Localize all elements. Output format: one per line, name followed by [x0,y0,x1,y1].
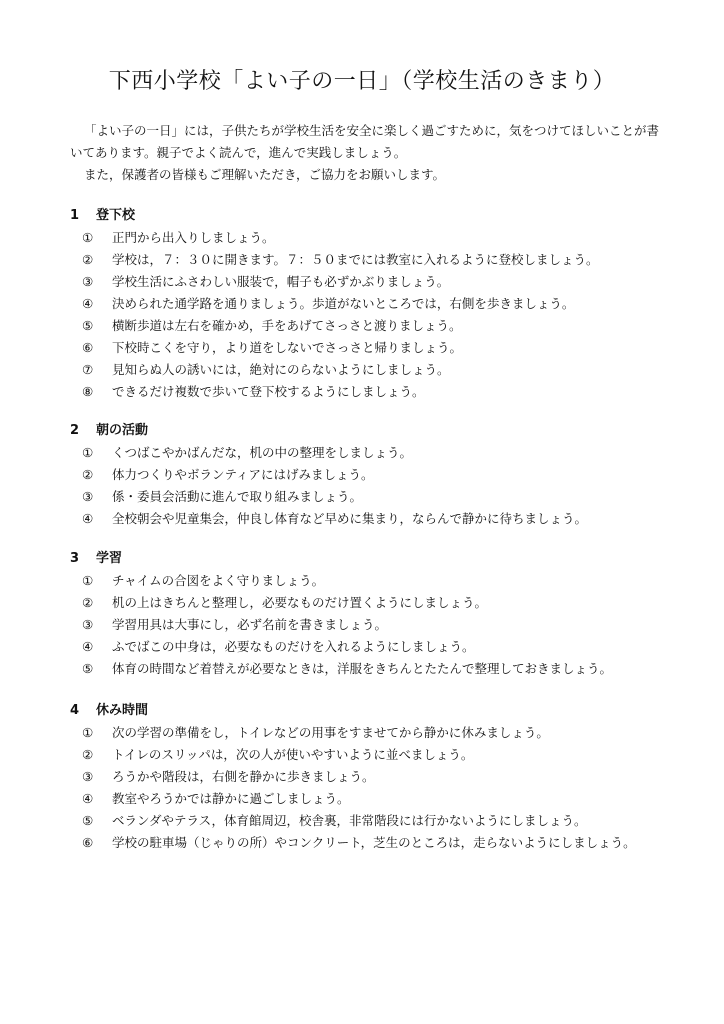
list-item [70,464,670,486]
list-item [70,508,670,530]
item-mark: ⑤ [82,661,94,676]
item-mark: ⑤ [82,813,94,828]
section-number: 4 [70,703,80,718]
intro-line-2: また，保護者の皆様もご理解いただき，ご協力をお願いします。 [84,167,446,182]
item-text: ベランダやテラス，体育館周辺，校舎裏，非常階段には行かないようにしましょう。 [112,813,587,828]
rule-list [70,442,670,530]
list-item [70,227,670,249]
list-item [70,592,670,614]
item-text: トイレのスリッパは，次の人が使いやすいように並べましょう。 [112,747,474,762]
item-mark: ③ [82,617,94,632]
list-item [70,832,670,854]
section-title [70,420,670,442]
item-mark: ② [82,467,94,482]
item-text: 教室やろうかでは静かに過ごしましょう。 [112,791,350,806]
section-heading: 学習 [96,551,123,566]
item-mark: ④ [82,791,94,806]
list-item [70,658,670,680]
section-number: 3 [70,551,80,566]
item-mark: ① [82,445,94,460]
rule-list [70,227,670,403]
item-text: 見知らぬ人の誘いには，絶対にのらないようにしましょう。 [112,362,450,377]
item-text: くつばこやかばんだな，机の中の整理をしましょう。 [112,445,413,460]
item-mark: ⑥ [82,340,94,355]
item-mark: ⑦ [82,362,94,377]
item-text: チャイムの合図をよく守りましょう。 [112,573,325,588]
item-text: 体育の時間など着替えが必要なときは，洋服をきちんとたたんで整理しておきましょう。 [112,661,613,676]
list-item [70,788,670,810]
item-text: 机の上はきちんと整理し，必要なものだけ置くようにしましょう。 [112,595,488,610]
list-item [70,381,670,403]
item-text: 決められた通学路を通りましょう。歩道がないところでは，右側を歩きましょう。 [112,296,575,311]
list-item [70,570,670,592]
item-text: 学校は，７：３０に開きます。７：５０までには教室に入れるように登校しましょう。 [112,252,599,267]
item-mark: ⑧ [82,384,94,399]
list-item [70,636,670,658]
list-item [70,810,670,832]
section-yasumi-jikan [70,700,670,854]
item-text: 次の学習の準備をし，トイレなどの用事をすませてから静かに休みましょう。 [112,725,549,740]
item-text: 全校朝会や児童集会，仲良し体育など早めに集まり，ならんで静かに待ちましょう。 [112,511,588,526]
list-item [70,744,670,766]
page-title: 下西小学校「よい子の一日」（学校生活のきまり） [108,69,616,94]
intro-paragraph [70,120,670,186]
item-text: ろうかや階段は，右側を静かに歩きましょう。 [112,769,375,784]
section-title [70,205,670,227]
rule-list [70,570,670,680]
item-mark: ⑤ [82,318,94,333]
item-mark: ③ [82,769,94,784]
section-gakushuu [70,548,670,680]
item-mark: ① [82,725,94,740]
item-text: ふでばこの中身は，必要なものだけを入れるようにしましょう。 [112,639,475,654]
list-item [70,614,670,636]
section-heading: 朝の活動 [96,423,149,438]
item-mark: ② [82,252,94,267]
list-item [70,315,670,337]
item-mark: ⑥ [82,835,94,850]
list-item [70,722,670,744]
item-mark: ④ [82,511,94,526]
list-item [70,486,670,508]
item-mark: ④ [82,296,94,311]
section-asa-no-katsudou [70,420,670,530]
item-text: 学習用具は大事にし，必ず名前を書きましょう。 [112,617,388,632]
item-mark: ③ [82,274,94,289]
section-title [70,548,670,570]
item-mark: ④ [82,639,94,654]
item-text: できるだけ複数で歩いて登下校するようにしましょう。 [112,384,425,399]
section-tougekou [70,205,670,403]
item-mark: ② [82,595,94,610]
item-mark: ① [82,230,94,245]
list-item [70,249,670,271]
section-heading: 登下校 [96,208,136,223]
item-text: 正門から出入りしましょう。 [112,230,275,245]
list-item [70,766,670,788]
item-text: 学校の駐車場（じゃりの所）やコンクリート，芝生のところは，走らないようにしましょう。 [112,835,636,850]
list-item [70,442,670,464]
list-item [70,271,670,293]
section-title [70,700,670,722]
section-number: 1 [70,208,80,223]
item-text: 体力つくりやボランティアにはげみましょう。 [112,467,374,482]
list-item [70,293,670,315]
item-text: 学校生活にふさわしい服装で，帽子も必ずかぶりましょう。 [112,274,450,289]
item-mark: ① [82,573,94,588]
rule-list [70,722,670,854]
item-text: 横断歩道は左右を確かめ，手をあげてさっさと渡りましょう。 [112,318,462,333]
item-text: 下校時こくを守り，より道をしないでさっさと帰りましょう。 [112,340,463,355]
item-mark: ③ [82,489,94,504]
section-number: 2 [70,423,80,438]
section-heading: 休み時間 [96,703,149,718]
item-mark: ② [82,747,94,762]
list-item [70,337,670,359]
list-item [70,359,670,381]
intro-line-1: 「よい子の一日」には，子供たちが学校生活を安全に楽しく過ごすために，気をつけてほしいことが書いてあります。親子でよく読んで，進んで実践しましょう。 [70,123,660,160]
item-text: 係・委員会活動に進んで取り組みましょう。 [112,489,363,504]
